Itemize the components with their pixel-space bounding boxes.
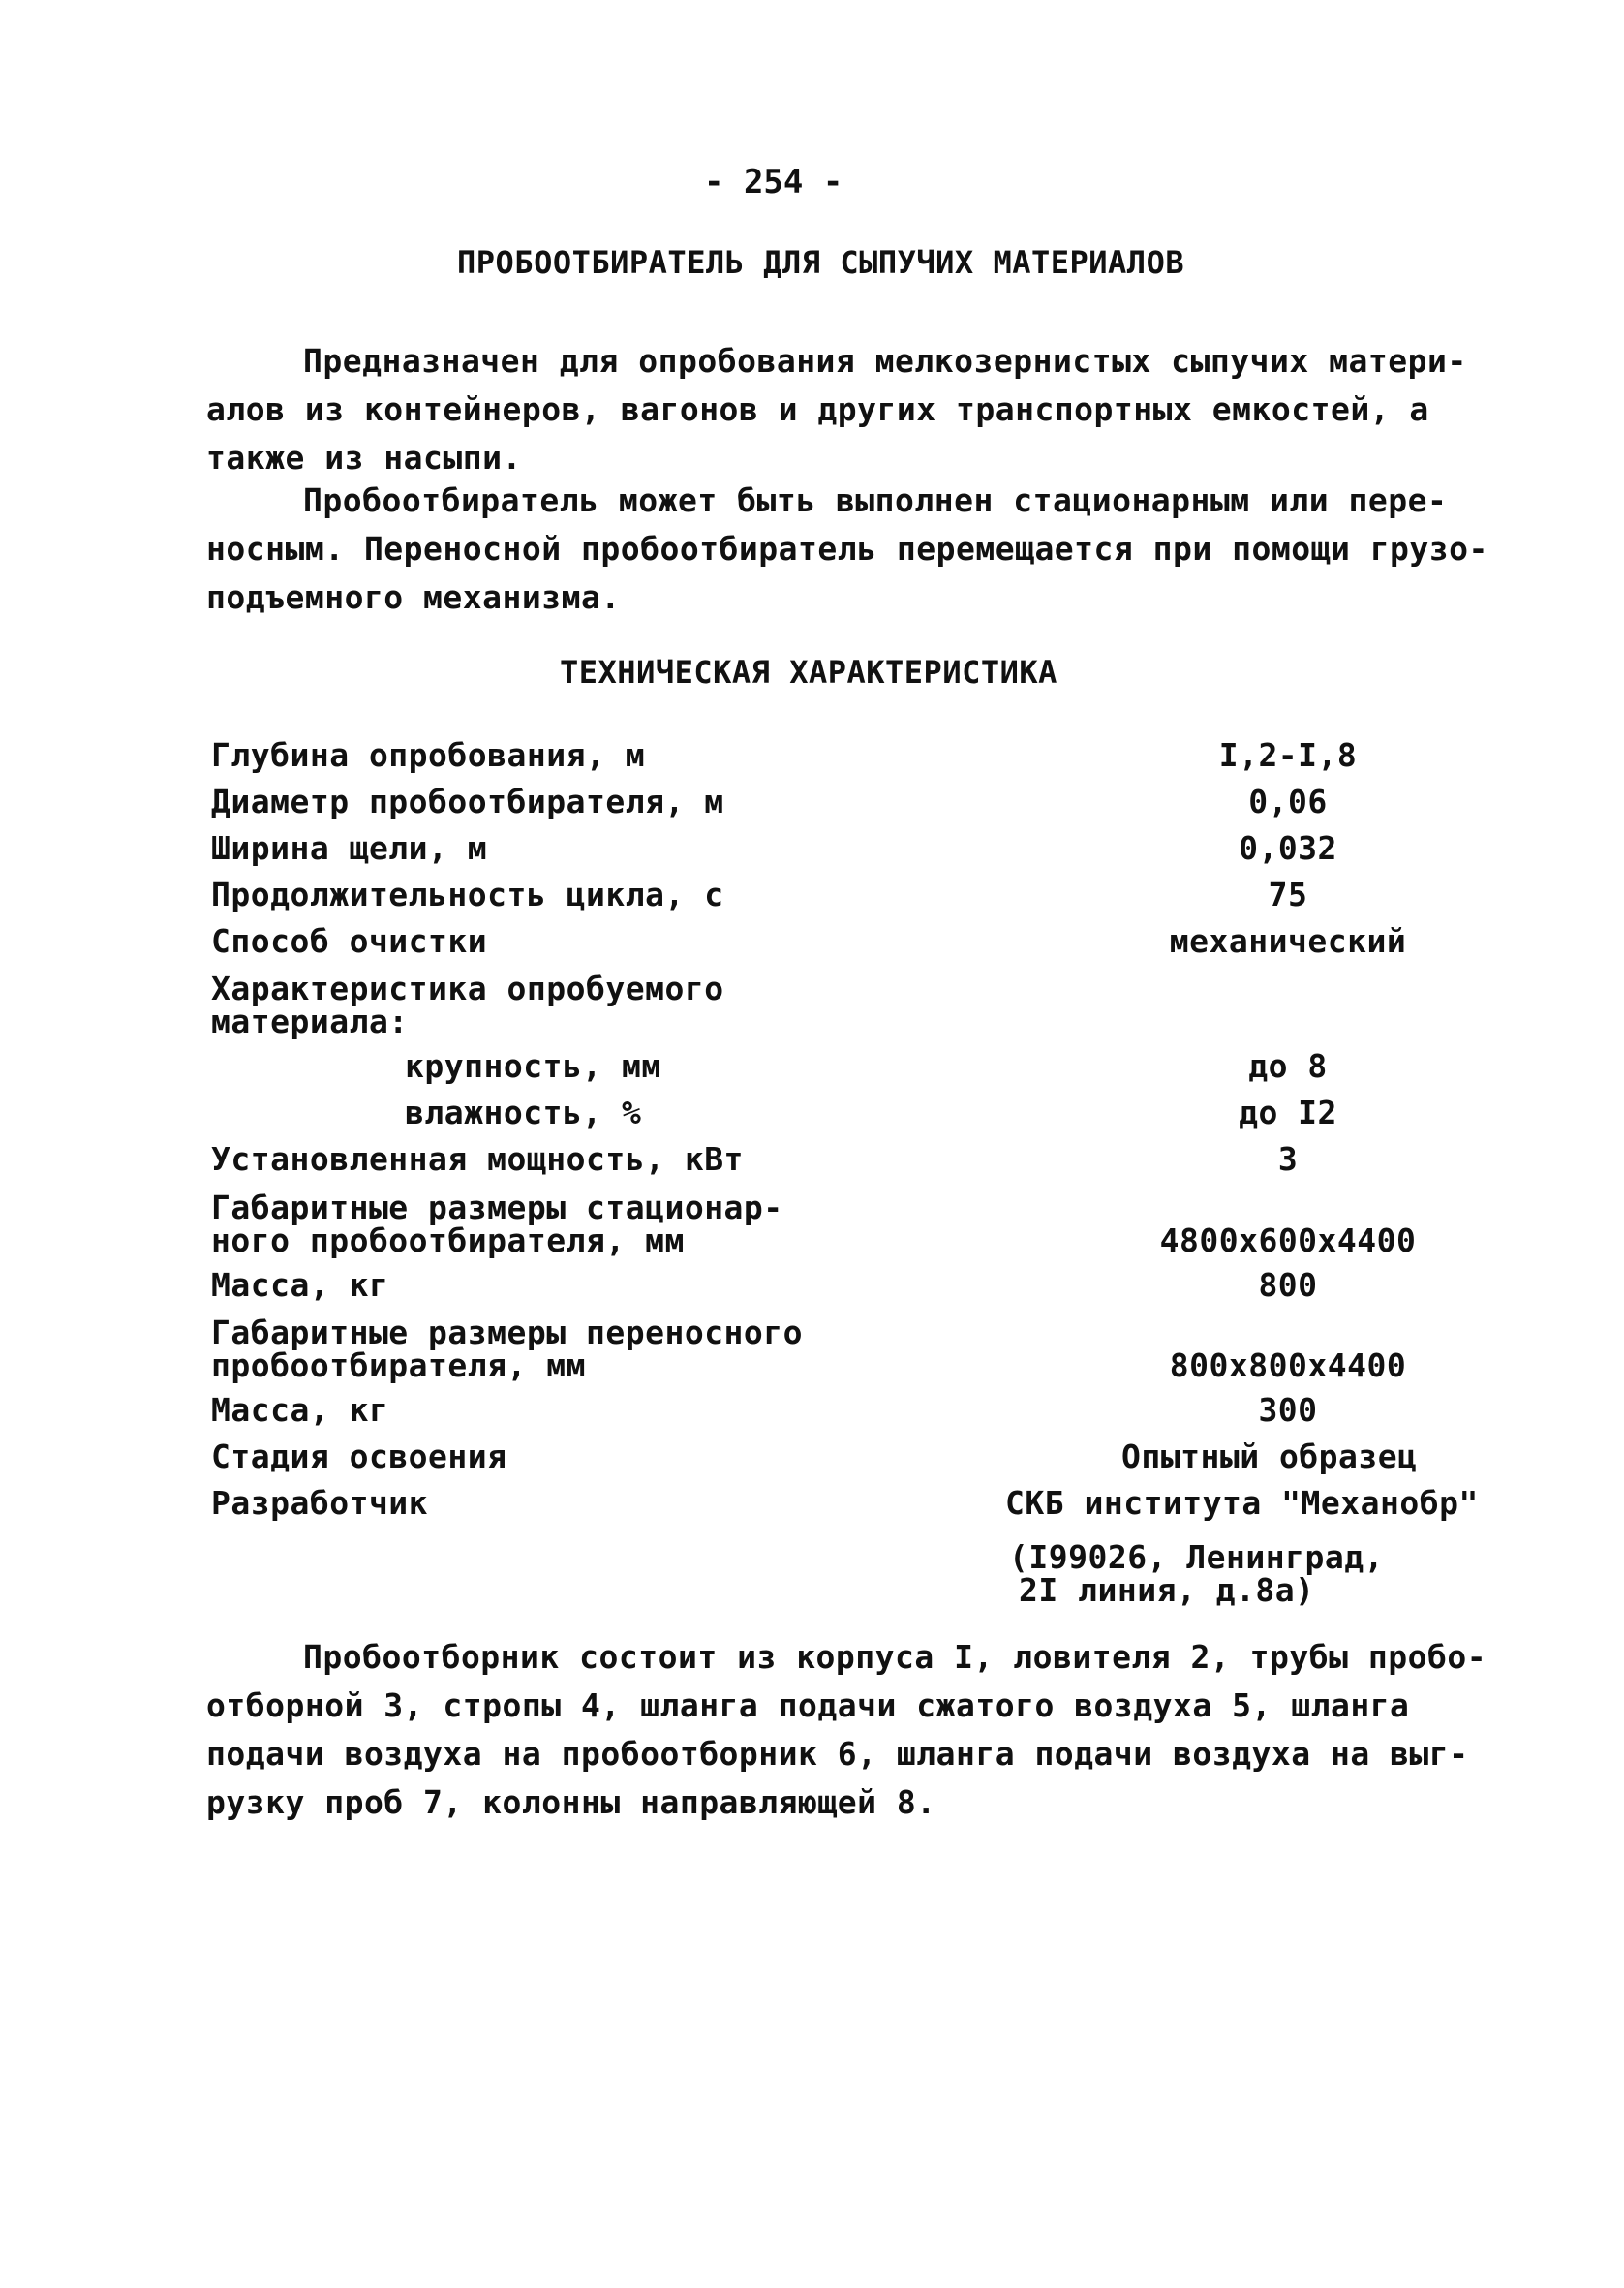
spec-label-depth: Глубина опробования, м xyxy=(211,736,646,774)
spec-label-developer: Разработчик xyxy=(211,1484,429,1522)
spec-label-dims-stationary xyxy=(211,1191,783,1257)
text-line: Габаритные размеры стационар- xyxy=(211,1189,783,1226)
developer-address xyxy=(1009,1538,1384,1609)
spec-value-size: до 8 xyxy=(1248,1047,1328,1085)
text-line: ного пробоотбирателя, мм xyxy=(211,1221,685,1259)
spec-value-cleaning: механический xyxy=(1169,922,1407,960)
text-line: носным. Переносной пробоотбиратель перемещается при помощи грузо- xyxy=(206,530,1488,568)
intro-paragraph-2 xyxy=(206,477,1488,622)
spec-label-size: крупность, мм xyxy=(405,1047,661,1085)
spec-value-mass-portable: 300 xyxy=(1258,1391,1318,1429)
text-line: Пробоотбиратель может быть выполнен стационарным или пере- xyxy=(303,481,1448,519)
text-line: Пробоотборник состоит из корпуса I, ловителя 2, трубы пробо- xyxy=(303,1638,1487,1676)
spec-value-depth: I,2-I,8 xyxy=(1218,736,1358,774)
spec-label-dims-portable xyxy=(211,1316,803,1382)
spec-value-dims-stationary: 4800x600x4400 xyxy=(1159,1221,1417,1259)
text-line: Предназначен для опробования мелкозернистых сыпучих матери- xyxy=(303,342,1467,380)
spec-label-cleaning: Способ очистки xyxy=(211,922,488,960)
spec-value-dims-portable: 800x800x4400 xyxy=(1169,1346,1407,1384)
spec-label-moisture: влажность, % xyxy=(405,1094,642,1131)
spec-value-developer: СКБ института "Механобр" xyxy=(1005,1484,1479,1522)
text-line: алов из контейнеров, вагонов и других транспортных емкостей, а xyxy=(206,390,1429,428)
text-line: Габаритные размеры переносного xyxy=(211,1314,804,1351)
text-line: (I99026, Ленинград, xyxy=(1009,1538,1384,1576)
text-line: Характеристика опробуемого xyxy=(211,970,724,1007)
spec-value-power: 3 xyxy=(1277,1140,1299,1178)
text-line: пробоотбирателя, мм xyxy=(211,1346,586,1384)
spec-label-slot-width: Ширина щели, м xyxy=(211,829,488,867)
spec-value-moisture: до I2 xyxy=(1239,1094,1337,1131)
spec-label-power: Установленная мощность, кВт xyxy=(211,1140,744,1178)
spec-label-material-char xyxy=(211,970,724,1040)
spec-value-cycle: 75 xyxy=(1268,876,1308,913)
text-line: материала: xyxy=(211,1003,409,1040)
text-line: также из насыпи. xyxy=(206,439,522,477)
spec-value-stage: Опытный образец xyxy=(1121,1438,1418,1475)
spec-value-slot-width: 0,032 xyxy=(1239,829,1337,867)
page-number: - 254 - xyxy=(704,163,843,201)
text-line: отборной 3, стропы 4, шланга подачи сжатого воздуха 5, шланга xyxy=(206,1686,1410,1724)
spec-label-mass-portable: Масса, кг xyxy=(211,1391,389,1429)
spec-heading: ТЕХНИЧЕСКАЯ ХАРАКТЕРИСТИКА xyxy=(560,654,1057,691)
intro-paragraph-1 xyxy=(206,337,1465,482)
spec-label-mass-stationary: Масса, кг xyxy=(211,1266,389,1304)
spec-label-stage: Стадия освоения xyxy=(211,1438,507,1475)
text-line: рузку проб 7, колонны направляющей 8. xyxy=(206,1783,936,1821)
spec-value-mass-stationary: 800 xyxy=(1258,1266,1318,1304)
spec-value-diameter: 0,06 xyxy=(1248,783,1328,820)
spec-label-cycle: Продолжительность цикла, с xyxy=(211,876,724,913)
document-title: ПРОБООТБИРАТЕЛЬ ДЛЯ СЫПУЧИХ МАТЕРИАЛОВ xyxy=(457,244,1185,281)
text-line: 2I линия, д.8а) xyxy=(1019,1571,1315,1609)
text-line: подачи воздуха на пробоотборник 6, шланга подачи воздуха на выг- xyxy=(206,1735,1469,1773)
spec-label-diameter: Диаметр пробоотбирателя, м xyxy=(211,783,724,820)
description-paragraph xyxy=(206,1633,1487,1827)
text-line: подъемного механизма. xyxy=(206,578,621,616)
